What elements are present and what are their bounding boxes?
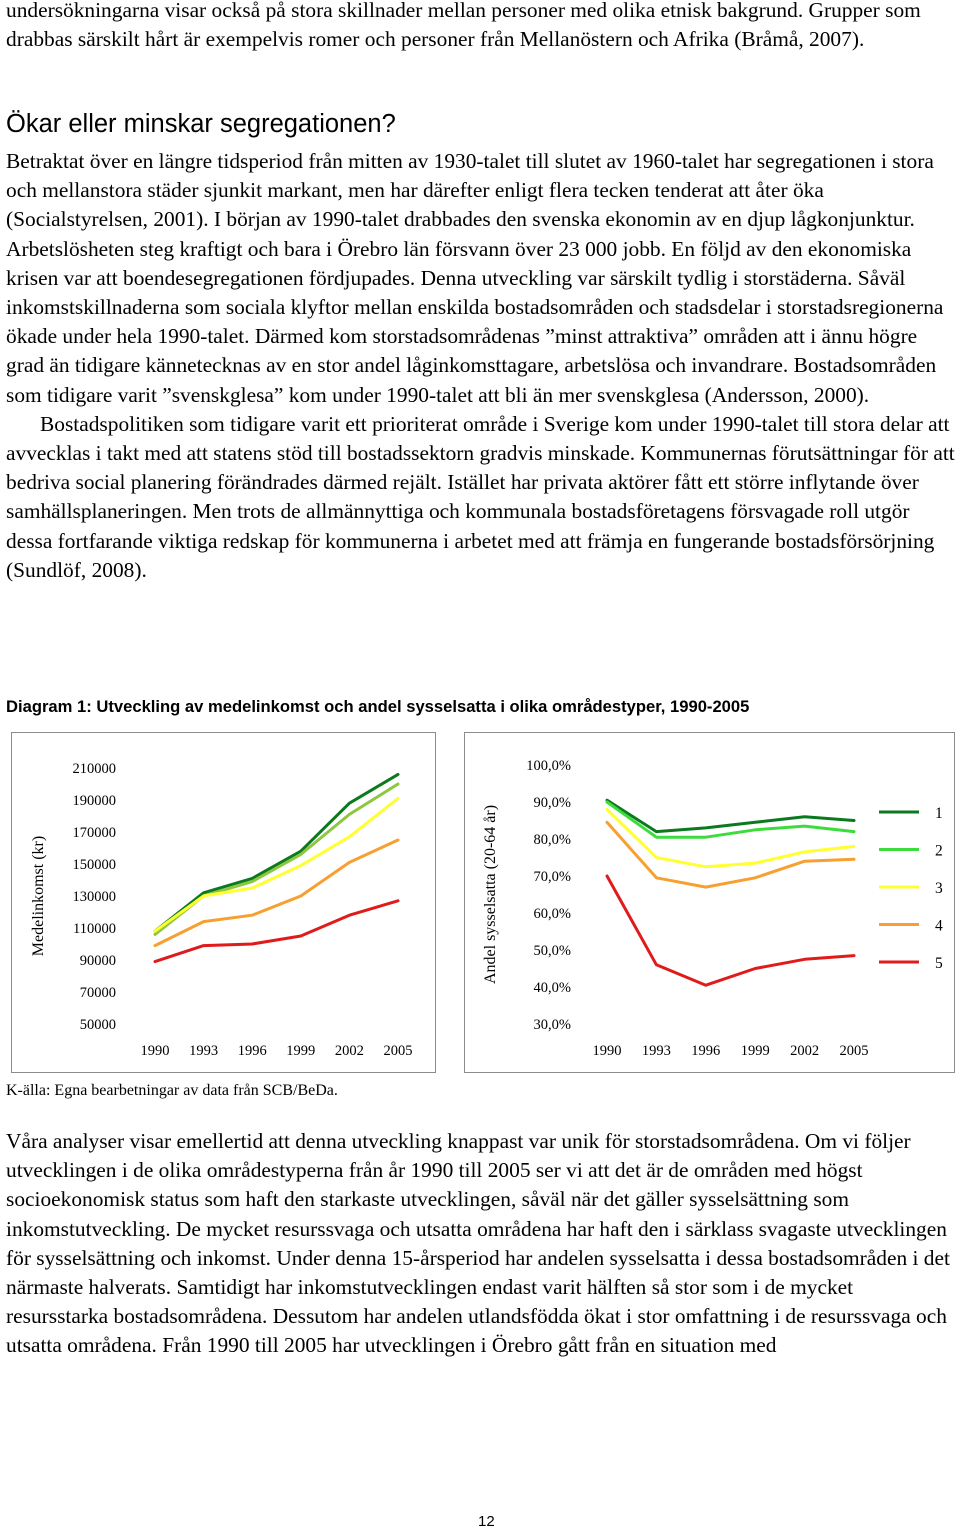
chart1-y-axis-label: Medelinkomst (kr) [30, 835, 47, 957]
chart1-y-tick-label: 90000 [79, 953, 116, 969]
employment-chart [464, 732, 955, 1073]
chart2-legend-label: 5 [935, 955, 943, 972]
main-paragraph-1: Betraktat över en längre tidsperiod från mitten av 1930-talet till slutet av 1960-talet har segregationen i stora och mellanstora städer sjunkit markant, men har därefter enligt flera tecken tenderat att åter öka (Socialstyrelsen, 2001). I början av 1990-talet drabbades den svenska ekonomin av en djup lågkonjunktur. Arbetslösheten steg kraftigt och bara i Örebro län försvann över 23 000 jobb. En följd av den ekonomiska krisen var att boendesegregationen fördjupades. Denna utveckling var särskilt tydlig i storstäderna. Såväl inkomstskillnaderna som sociala klyftor mellan enskilda bostadsområden och stadsdelar i storstadsregionerna ökade under hela 1990-talet. Därmed kom storstadsområdenas ”minst attraktiva” områden att i ännu högre grad än tidigare kännetecknas av en stor andel låginkomsttagare, arbetslösa och invandrare. Bostadsområden som tidigare varit ”svenskglesa” kom under 1990-talet att bli än mer svenskglesa (Andersson, 2000). [6, 149, 944, 407]
main-text [6, 147, 958, 585]
chart1-y-tick-label: 150000 [72, 857, 116, 873]
chart2-y-tick-label: 100,0% [526, 758, 571, 774]
chart2-y-tick-label: 30,0% [533, 1017, 571, 1033]
chart1-y-tick-label: 170000 [72, 825, 116, 841]
chart2-legend-label: 1 [935, 805, 943, 822]
chart2-y-tick-label: 40,0% [533, 980, 571, 996]
source-note: K-älla: Egna bearbetningar av data från SCB/BeDa. [6, 1082, 338, 1099]
chart2-x-tick-label: 2002 [790, 1043, 820, 1059]
chart1-x-tick-label: 2005 [383, 1043, 413, 1059]
page-number: 12 [478, 1513, 495, 1530]
chart2-legend-label: 4 [935, 917, 943, 935]
chart2-y-tick-label: 50,0% [533, 943, 571, 959]
chart1-series-line-5 [155, 901, 398, 962]
main-paragraph-2: Bostadspolitiken som tidigare varit ett prioriterat område i Sverige kom under 1990-talet till stora delar att avvecklas i takt med att statens stöd till bostadssektorn gradvis minskade. Kommunernas förutsättningar för att bedriva social planering förändrades därmed rejält. Istället har privata aktörer fått ett större inflytande över samhällsplaneringen. Men trots de allmännyttiga och kommunala bostadsföretagens försvagade roll utgör dessa fortfarande viktiga redskap för kommunerna i arbetet med att främja en fungerande bostadsförsörjning (Sundlöf, 2008). [6, 411, 955, 582]
chart1-x-tick-label: 1990 [140, 1043, 170, 1059]
chart1-y-tick-label: 210000 [72, 761, 116, 777]
chart2-series-line-2 [607, 802, 854, 837]
chart1-x-tick-label: 2002 [334, 1043, 364, 1059]
chart1-y-tick-label: 110000 [73, 921, 116, 937]
chart2-y-tick-label: 70,0% [533, 869, 571, 885]
chart2-x-tick-label: 1996 [691, 1043, 721, 1059]
chart2-legend-label: 2 [935, 842, 943, 860]
employment-chart-svg [465, 733, 954, 1072]
chart2-x-tick-label: 1999 [740, 1043, 770, 1059]
chart2-x-tick-label: 1990 [592, 1043, 622, 1059]
chart1-y-tick-label: 50000 [79, 1017, 116, 1033]
chart2-x-tick-label: 1993 [641, 1043, 671, 1059]
chart2-series-line-5 [607, 876, 854, 985]
chart2-y-tick-label: 80,0% [533, 832, 571, 848]
after-paragraph: Våra analyser visar emellertid att denna utveckling knappast var unik för storstadsområdena. Om vi följer utvecklingen i de olika områdestyperna från år 1990 till 2005 ser vi att det är de områden med högst socioekonomisk status som haft den starkaste utvecklingen, såväl när det gäller sysselsättning som inkomstutveckling. De mycket resurssvaga och utsatta områdena har haft den i särklass svagaste utvecklingen för sysselsättning och inkomst. Under denna 15-årsperiod har andelen sysselsatta i dessa bostadsområden i det närmaste halverats. Samtidigt har inkomstutvecklingen endast varit hälften så stor som i de mycket resursstarka bostadsområdena. Dessutom har andelen utlandsfödda ökat i stor omfattning i de resurssvaga och utsatta områdena. Från 1990 till 2005 har utvecklingen i Örebro gått från en situation med [6, 1129, 950, 1358]
section-heading: Ökar eller minskar segregationen? [6, 110, 396, 138]
chart1-x-tick-label: 1999 [286, 1043, 316, 1059]
income-chart [11, 732, 436, 1073]
diagram-caption: Diagram 1: Utveckling av medelinkomst och andel sysselsatta i olika områdestyper, 1990-2005 [6, 697, 750, 716]
chart2-legend-label: 3 [935, 880, 943, 897]
chart1-y-tick-label: 130000 [72, 889, 116, 905]
chart1-y-tick-label: 190000 [72, 793, 116, 809]
chart1-series-line-1 [155, 774, 398, 931]
chart1-x-tick-label: 1996 [237, 1043, 267, 1059]
chart2-y-tick-label: 60,0% [533, 906, 571, 922]
chart2-y-axis-label: Andel sysselsatta (20-64 år) [482, 804, 499, 985]
chart1-x-tick-label: 1993 [189, 1043, 219, 1059]
chart1-series-line-4 [155, 840, 398, 946]
chart1-y-tick-label: 70000 [79, 985, 116, 1001]
chart2-y-tick-label: 90,0% [533, 795, 571, 811]
income-chart-svg [12, 733, 435, 1072]
chart2-x-tick-label: 2005 [839, 1043, 869, 1059]
intro-paragraph: undersökningarna visar också på stora skillnader mellan personer med olika etnisk bakgrund. Grupper som drabbas särskilt hårt är exempelvis romer och personer från Mellanöstern och Afrika (Bråmå, 2007). [6, 0, 921, 52]
